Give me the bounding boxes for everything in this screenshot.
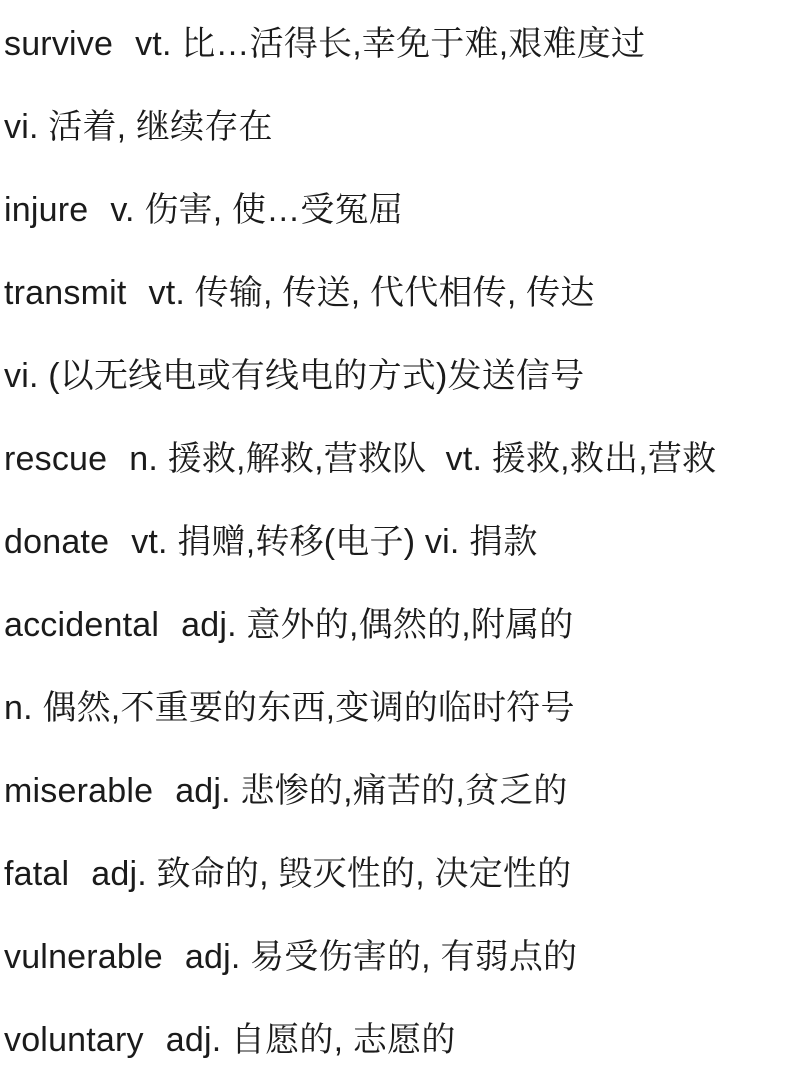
definition-text: adj. 意外的,偶然的,附属的: [181, 606, 574, 644]
definition-text: vt. 传输, 传送, 代代相传, 传达: [148, 274, 595, 312]
vocab-line: [4, 999, 787, 1082]
definition-text: vt. 捐赠,转移(电子) vi. 捐款: [131, 523, 538, 561]
definition-text: vi. 活着, 继续存在: [4, 108, 273, 146]
vocab-line: [4, 584, 787, 667]
english-word: accidental: [4, 606, 160, 644]
definition-text: v. 伤害, 使…受冤屈: [110, 191, 404, 229]
english-word: survive: [4, 25, 114, 63]
definition-text: n. 偶然,不重要的东西,变调的临时符号: [4, 689, 575, 727]
definition-text: adj. 悲惨的,痛苦的,贫乏的: [175, 772, 568, 810]
vocab-line: [4, 252, 787, 335]
vocab-line: [4, 750, 787, 833]
vocab-line: [4, 335, 787, 418]
vocab-line: [4, 86, 787, 169]
definition-text: vi. (以无线电或有线电的方式)发送信号: [4, 357, 585, 395]
vocab-line: [4, 3, 787, 86]
vocab-line: [4, 169, 787, 252]
definition-text: adj. 致命的, 毁灭性的, 决定性的: [91, 855, 572, 893]
vocab-line: [4, 667, 787, 750]
definition-text: adj. 自愿的, 志愿的: [165, 1021, 456, 1059]
english-word: voluntary: [4, 1021, 144, 1059]
english-word: transmit: [4, 274, 127, 312]
english-word: injure: [4, 191, 89, 229]
english-word: rescue: [4, 440, 108, 478]
vocab-line: [4, 833, 787, 916]
english-word: fatal: [4, 855, 70, 893]
english-word: miserable: [4, 772, 154, 810]
english-word: vulnerable: [4, 938, 163, 976]
vocab-line: [4, 501, 787, 584]
vocab-line: [4, 916, 787, 999]
vocab-line: [4, 418, 787, 501]
definition-text: adj. 易受伤害的, 有弱点的: [184, 938, 578, 976]
english-word: donate: [4, 523, 110, 561]
definition-text: vt. 比…活得长,幸免于难,艰难度过: [135, 25, 646, 63]
definition-text: n. 援救,解救,营救队 vt. 援救,救出,营救: [129, 440, 717, 478]
